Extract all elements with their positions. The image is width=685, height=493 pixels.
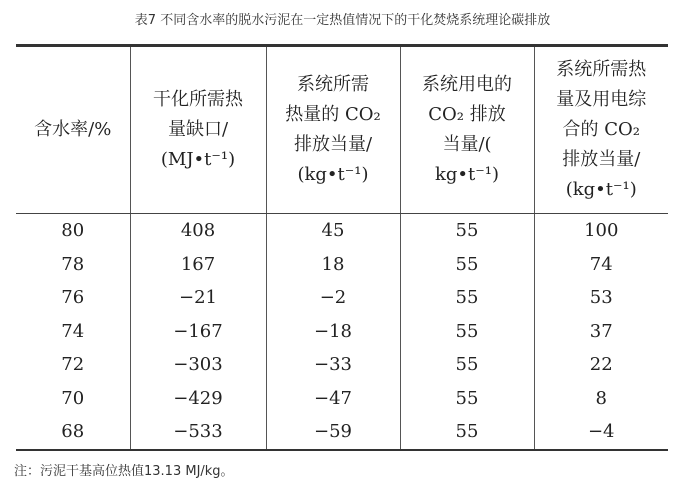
header-line: 系统所需热 bbox=[556, 59, 647, 80]
carbon-emission-table bbox=[16, 44, 668, 451]
header-line: 量缺口/ bbox=[167, 119, 229, 140]
header-line: 量及用电综 bbox=[556, 89, 647, 110]
header-moisture bbox=[16, 46, 130, 214]
header-line: 排放当量/ bbox=[562, 149, 641, 170]
table-cell: −2 bbox=[266, 281, 400, 315]
table-cell: −59 bbox=[266, 415, 400, 450]
table-cell: −533 bbox=[130, 415, 266, 450]
table-cell: 55 bbox=[400, 382, 534, 416]
table-cell: 53 bbox=[534, 281, 668, 315]
table-cell: 68 bbox=[16, 415, 130, 450]
table-cell: −303 bbox=[130, 348, 266, 382]
header-line: 系统用电的 bbox=[422, 74, 512, 95]
table-row bbox=[16, 214, 668, 248]
header-line: 干化所需热 bbox=[153, 89, 243, 110]
header-line: (kg•t⁻¹) bbox=[297, 164, 369, 185]
table-cell: −47 bbox=[266, 382, 400, 416]
table-cell: 45 bbox=[266, 214, 400, 248]
table-container bbox=[16, 44, 668, 451]
table-cell: 22 bbox=[534, 348, 668, 382]
table-cell: 55 bbox=[400, 315, 534, 349]
header-line: 热量的 CO₂ bbox=[285, 104, 381, 125]
table-cell: 55 bbox=[400, 248, 534, 282]
header-combined-co2 bbox=[534, 46, 668, 214]
table-cell: 72 bbox=[61, 354, 85, 376]
table-row bbox=[16, 281, 668, 315]
table-cell: 78 bbox=[61, 253, 85, 275]
table-cell: 167 bbox=[130, 248, 266, 282]
header-heat-gap bbox=[130, 46, 266, 214]
table-cell: −429 bbox=[130, 382, 266, 416]
header-line: 排放当量/ bbox=[293, 134, 373, 155]
table-cell: 100 bbox=[534, 214, 668, 248]
table-row bbox=[16, 415, 668, 450]
table-cell: 37 bbox=[534, 315, 668, 349]
header-line: kg•t⁻¹) bbox=[434, 164, 500, 185]
table-cell: 55 bbox=[400, 415, 534, 450]
table-cell: −18 bbox=[266, 315, 400, 349]
table-cell: 55 bbox=[400, 281, 534, 315]
header-line: 含水率/% bbox=[34, 119, 112, 140]
header-electricity-co2 bbox=[400, 46, 534, 214]
table-cell: −33 bbox=[266, 348, 400, 382]
header-heat-co2 bbox=[266, 46, 400, 214]
table-cell: 55 bbox=[400, 348, 534, 382]
table-cell: 55 bbox=[400, 214, 534, 248]
table-cell: 76 bbox=[61, 287, 85, 309]
table-cell: 74 bbox=[61, 320, 85, 342]
table-cell: 80 bbox=[61, 220, 85, 242]
header-line: CO₂ 排放 bbox=[428, 104, 506, 125]
header-line: 当量/( bbox=[442, 134, 492, 155]
table-row bbox=[16, 248, 668, 282]
table-row bbox=[16, 315, 668, 349]
header-line: 合的 CO₂ bbox=[562, 119, 640, 140]
table-row bbox=[16, 348, 668, 382]
table-caption: 表7 不同含水率的脱水污泥在一定热值情况下的干化焚烧系统理论碳排放 bbox=[134, 13, 551, 28]
header-line: 系统所需 bbox=[297, 74, 369, 95]
table-cell: 74 bbox=[534, 248, 668, 282]
header-line: (MJ•t⁻¹) bbox=[160, 149, 236, 170]
table-footnote: 注：污泥干基高位热值13.13 MJ/kg。 bbox=[14, 464, 234, 479]
table-row bbox=[16, 382, 668, 416]
table-cell: 8 bbox=[534, 382, 668, 416]
table-cell: 70 bbox=[61, 387, 85, 409]
table-cell: −4 bbox=[534, 415, 668, 450]
table-cell: −167 bbox=[130, 315, 266, 349]
table-cell: −21 bbox=[130, 281, 266, 315]
header-row bbox=[16, 46, 668, 214]
header-line: (kg•t⁻¹) bbox=[565, 179, 637, 200]
table-cell: 18 bbox=[266, 248, 400, 282]
table-cell: 408 bbox=[130, 214, 266, 248]
